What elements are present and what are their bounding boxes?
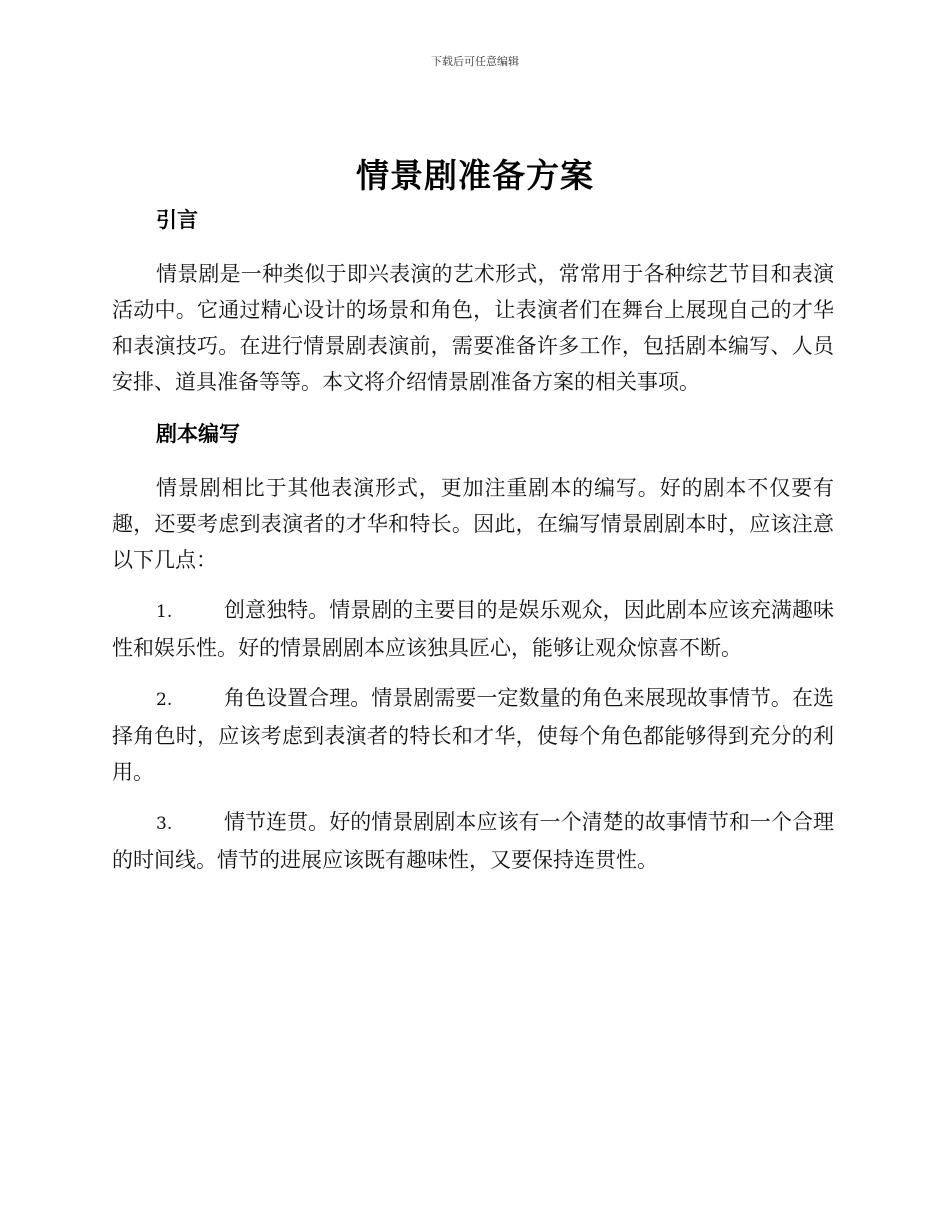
document-body — [112, 200, 834, 878]
page-header: 下载后可任意编辑 — [431, 55, 519, 68]
paragraph: 情景剧是一种类似于即兴表演的艺术形式，常常用于各种综艺节目和表演活动中。它通过精心设计的场景和角色，让表演者们在舞台上展现自己的才华和表演技巧。在进行情景剧表演前，需要准备许多工作，包括剧本编写、人员安排、道具准备等等。本文将介绍情景剧准备方案的相关事项。 — [112, 262, 834, 394]
list-item-text: 情节连贯。好的情景剧剧本应该有一个清楚的故事情节和一个合理的时间线。情节的进展应该既有趣味性，又要保持连贯性。 — [112, 810, 834, 872]
list-item-text: 角色设置合理。情景剧需要一定数量的角色来展现故事情节。在选择角色时，应该考虑到表演者的特长和才华，使每个角色都能够得到充分的利用。 — [112, 686, 834, 784]
list-item — [112, 680, 834, 790]
section-heading: 引言 — [156, 208, 198, 232]
list-number: 1. — [156, 602, 173, 622]
list-number: 3. — [156, 814, 173, 834]
paragraph: 情景剧相比于其他表演形式，更加注重剧本的编写。好的剧本不仅要有趣，还要考虑到表演者的才华和特长。因此，在编写情景剧剧本时，应该注意以下几点： — [112, 476, 834, 572]
document-title: 情景剧准备方案 — [356, 156, 594, 195]
section-script-writing — [112, 414, 834, 878]
list-item — [112, 592, 834, 666]
list-number: 2. — [156, 690, 173, 710]
list-item — [112, 804, 834, 878]
section-introduction — [112, 200, 834, 400]
list-item-text: 创意独特。情景剧的主要目的是娱乐观众，因此剧本应该充满趣味性和娱乐性。好的情景剧剧本应该独具匠心，能够让观众惊喜不断。 — [112, 598, 834, 660]
section-heading: 剧本编写 — [156, 422, 240, 446]
